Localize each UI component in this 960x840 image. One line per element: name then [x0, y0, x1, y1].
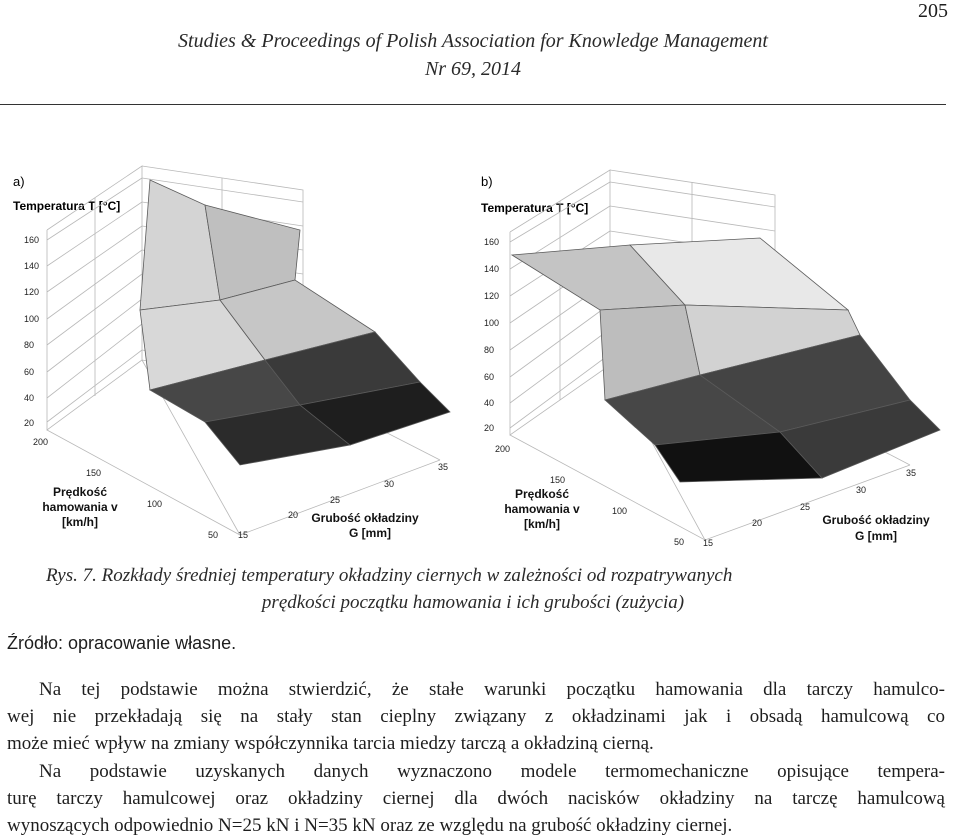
svg-text:100: 100 [612, 506, 628, 516]
paragraph-2-line: Na podstawie uzyskanych danych wyznaczono modele termomechaniczne opisujące tempera- [39, 761, 945, 782]
source-note: Źródło: opracowanie własne. [7, 633, 237, 653]
panel-b-z-ticks [484, 237, 499, 433]
svg-text:hamowania v: hamowania v [42, 500, 118, 514]
panel-b-speed-label [504, 487, 580, 531]
svg-text:150: 150 [86, 468, 102, 478]
svg-text:Grubość okładziny: Grubość okładziny [311, 511, 419, 525]
figure-caption-line1: Rys. 7. Rozkłady średniej temperatury okładziny ciernych w zależności od rozpatrywanych [46, 565, 733, 586]
svg-text:160: 160 [484, 237, 500, 247]
svg-text:20: 20 [24, 418, 35, 428]
svg-text:120: 120 [484, 291, 500, 301]
panel-b-surface [512, 238, 940, 482]
paragraph-1 [7, 676, 945, 758]
journal-title: Studies & Proceedings of Polish Association for Knowledge Management [178, 30, 768, 52]
page-number: 205 [918, 0, 948, 22]
svg-text:50: 50 [674, 537, 685, 547]
figure-caption-line2: prędkości początku hamowania i ich grubości (zużycia) [261, 592, 685, 613]
svg-text:50: 50 [208, 530, 219, 540]
svg-text:40: 40 [24, 393, 35, 403]
svg-text:hamowania v: hamowania v [504, 502, 580, 516]
panel-a-label: a) [13, 174, 25, 189]
svg-text:Grubość okładziny: Grubość okładziny [822, 513, 930, 527]
panel-a-z-ticks [24, 235, 39, 428]
svg-text:150: 150 [550, 475, 566, 485]
panel-b-label: b) [481, 174, 493, 189]
paragraph-2-line: wynoszących odpowiednio N=25 kN i N=35 kN oraz ze względu na grubość okładziny ciernej. [7, 815, 733, 837]
svg-text:25: 25 [330, 495, 341, 505]
svg-text:G [mm]: G [mm] [855, 529, 897, 543]
svg-text:15: 15 [238, 530, 249, 540]
svg-text:20: 20 [752, 518, 763, 528]
svg-text:160: 160 [24, 235, 40, 245]
svg-text:Prędkość: Prędkość [52, 485, 108, 499]
panel-a-z-title: Temperatura T [°C] [13, 199, 121, 213]
svg-text:140: 140 [24, 261, 40, 271]
svg-text:100: 100 [24, 314, 40, 324]
svg-text:60: 60 [24, 367, 35, 377]
svg-text:15: 15 [703, 538, 714, 548]
panel-b-z-title: Temperatura T [°C] [481, 201, 589, 215]
svg-text:35: 35 [438, 462, 449, 472]
svg-text:30: 30 [384, 479, 395, 489]
svg-text:[km/h]: [km/h] [62, 515, 98, 529]
svg-text:80: 80 [24, 340, 35, 350]
svg-text:20: 20 [288, 510, 299, 520]
svg-text:200: 200 [495, 444, 511, 454]
panel-a-surface [140, 180, 450, 465]
svg-text:60: 60 [484, 372, 495, 382]
panel-a-thickness-label [311, 511, 419, 540]
figure-panels [0, 160, 960, 555]
paragraph-1-line: wej nie przekładają się na stały stan cieplny związany z okładzinami jak i obsadą hamulcową co [7, 706, 945, 728]
panel-a-speed-label [42, 485, 118, 529]
svg-text:G [mm]: G [mm] [349, 526, 391, 540]
header-rule [0, 104, 946, 105]
paragraph-2 [7, 758, 945, 840]
panel-a-thickness-ticks [238, 462, 448, 540]
paragraph-2-line: turę tarczy hamulcowej oraz okładziny ciernej dla dwóch nacisków okładziny na tarczę hamulcową [7, 788, 945, 810]
svg-text:100: 100 [147, 499, 163, 509]
svg-text:120: 120 [24, 287, 40, 297]
svg-text:30: 30 [856, 485, 867, 495]
panel-b [481, 170, 940, 548]
svg-text:80: 80 [484, 345, 495, 355]
svg-text:35: 35 [906, 468, 917, 478]
paragraph-1-line: może mieć wpływ na zmiany współczynnika tarcia miedzy tarczą a okładziną cierną. [7, 733, 654, 755]
panel-b-thickness-label [822, 513, 930, 543]
journal-issue: Nr 69, 2014 [424, 58, 522, 80]
svg-text:200: 200 [33, 437, 49, 447]
paragraph-1-line: Na tej podstawie można stwierdzić, że stałe warunki początku hamowania dla tarczy hamulco- [39, 679, 945, 700]
svg-text:25: 25 [800, 502, 811, 512]
svg-text:20: 20 [484, 423, 495, 433]
svg-text:140: 140 [484, 264, 500, 274]
svg-text:100: 100 [484, 318, 500, 328]
svg-text:Prędkość: Prędkość [514, 487, 570, 501]
svg-text:40: 40 [484, 398, 495, 408]
svg-text:[km/h]: [km/h] [524, 517, 560, 531]
panel-a [13, 166, 450, 540]
